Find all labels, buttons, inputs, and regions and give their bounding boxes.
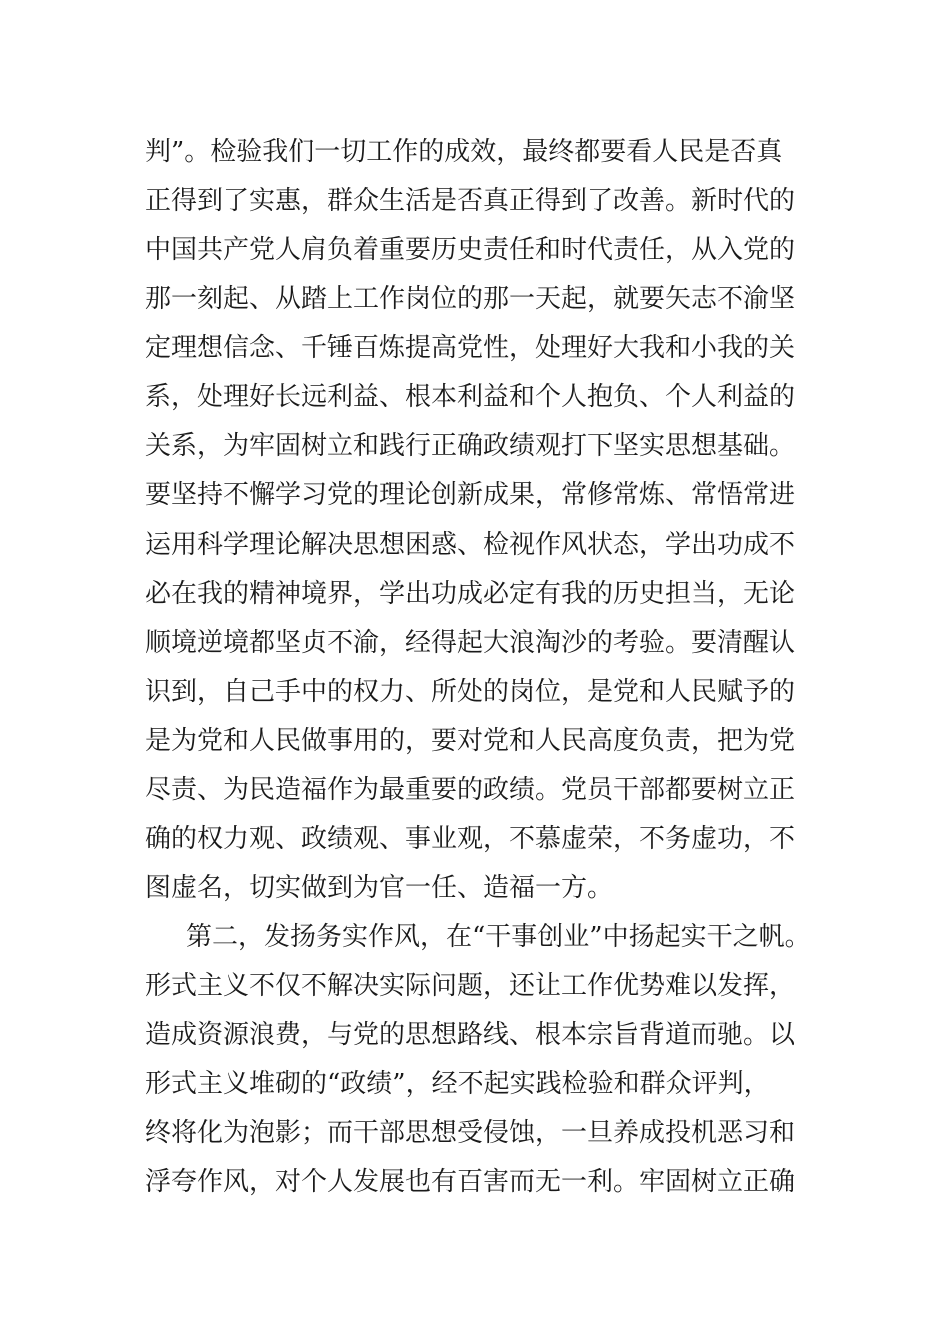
text-line: 形式主义堆砌的“政绩”，经不起实践检验和群众评判， — [145, 1069, 770, 1099]
text-line: 识到，自己手中的权力、所处的岗位，是党和人民赋予的 — [145, 677, 796, 707]
paragraph-first-line: 第二，发扬务实作风，在“干事创业”中扬起实干之帆。 — [186, 922, 811, 952]
text-line: 定理想信念、千锤百炼提高党性，处理好大我和小我的关 — [145, 333, 796, 363]
text-line: 必在我的精神境界，学出功成必定有我的历史担当，无论 — [145, 579, 796, 609]
text-line: 正得到了实惠，群众生活是否真正得到了改善。新时代的 — [145, 186, 796, 216]
text-line: 判”。检验我们一切工作的成效，最终都要看人民是否真 — [145, 137, 783, 167]
text-line: 确的权力观、政绩观、事业观，不慕虚荣，不务虚功，不 — [145, 824, 796, 854]
text-line: 中国共产党人肩负着重要历史责任和时代责任，从入党的 — [145, 235, 796, 265]
text-line: 那一刻起、从踏上工作岗位的那一天起，就要矢志不渝坚 — [145, 284, 796, 314]
text-line: 浮夸作风，对个人发展也有百害而无一利。牢固树立正确 — [145, 1167, 796, 1197]
text-line: 终将化为泡影；而干部思想受侵蚀，一旦养成投机恶习和 — [145, 1118, 796, 1148]
text-line: 关系，为牢固树立和践行正确政绩观打下坚实思想基础。 — [145, 431, 796, 461]
text-line: 是为党和人民做事用的，要对党和人民高度负责，把为党 — [145, 726, 796, 756]
text-line: 顺境逆境都坚贞不渝，经得起大浪淘沙的考验。要清醒认 — [145, 628, 796, 658]
text-line: 图虚名，切实做到为官一任、造福一方。 — [145, 873, 614, 903]
text-line: 要坚持不懈学习党的理论创新成果，常修常炼、常悟常进 — [145, 480, 796, 510]
text-line: 形式主义不仅不解决实际问题，还让工作优势难以发挥， — [145, 971, 796, 1001]
text-line: 系，处理好长远利益、根本利益和个人抱负、个人利益的 — [145, 382, 796, 412]
text-line: 尽责、为民造福作为最重要的政绩。党员干部都要树立正 — [145, 775, 796, 805]
text-line: 造成资源浪费，与党的思想路线、根本宗旨背道而驰。以 — [145, 1020, 796, 1050]
text-line: 运用科学理论解决思想困惑、检视作风状态，学出功成不 — [145, 530, 796, 560]
